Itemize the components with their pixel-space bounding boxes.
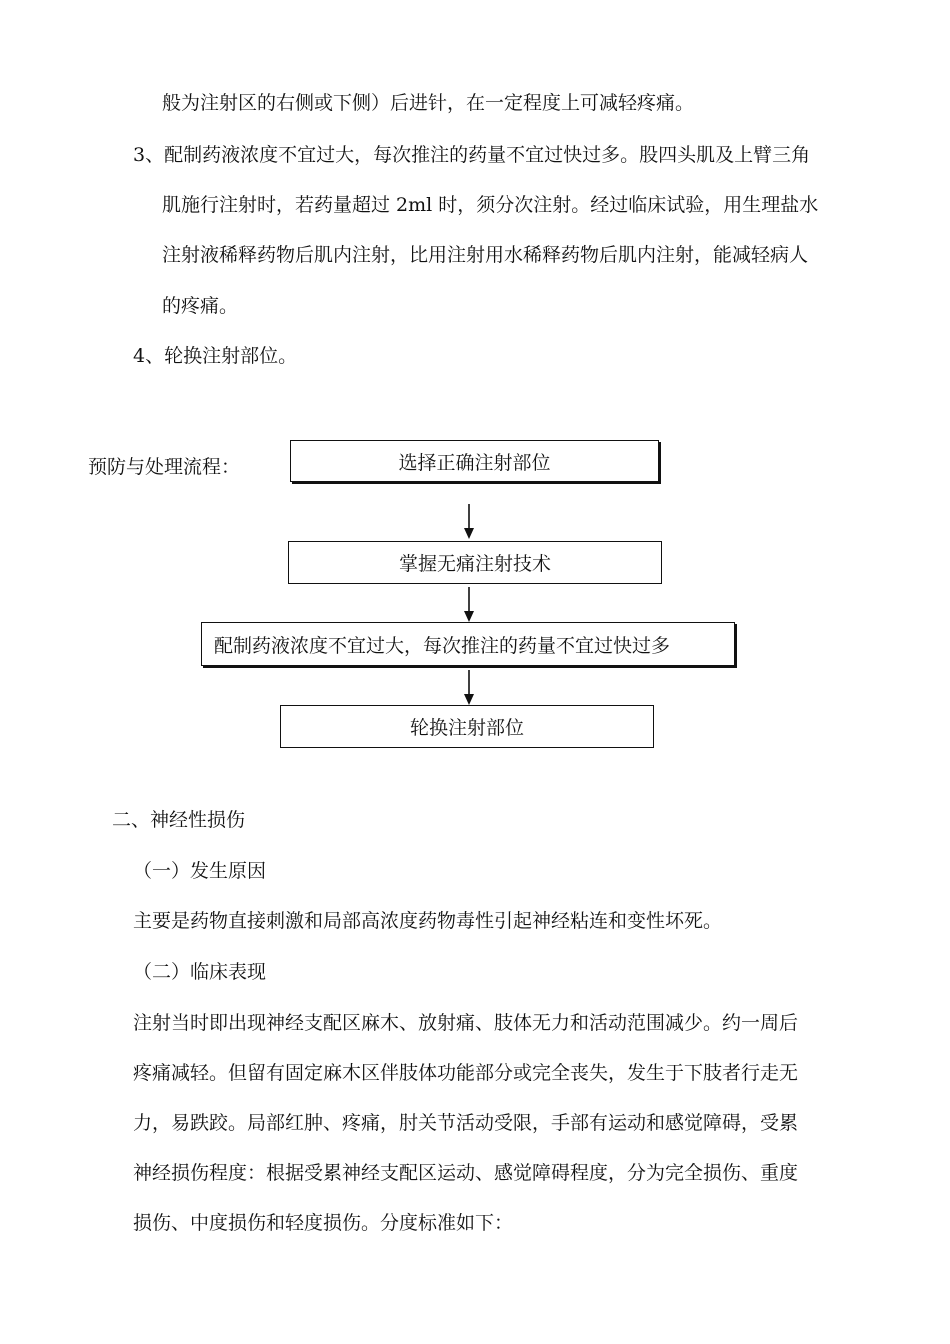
flow-step-4 xyxy=(280,705,654,748)
flow-step-3-text: 配制药液浓度不宜过大，每次推注的药量不宜过快过多 xyxy=(214,634,671,657)
flow-step-2-text: 掌握无痛注射技术 xyxy=(398,553,551,575)
paragraph-line: 般为注射区的右侧或下侧）后进针，在一定程度上可减轻疼痛。 xyxy=(162,92,695,114)
subsection-heading-1: （一）发生原因 xyxy=(133,860,267,882)
symptoms-line-4: 神经损伤程度：根据受累神经支配区运动、感觉障碍程度，分为完全损伤、重度 xyxy=(133,1162,799,1184)
flow-step-1-text: 选择正确注射部位 xyxy=(398,451,551,474)
flow-step-1 xyxy=(290,440,659,482)
item-3-line-1: 3、配制药液浓度不宜过大，每次推注的药量不宜过快过多。股四头肌及上臂三角 xyxy=(133,144,811,166)
flow-arrow-icon xyxy=(459,482,479,540)
symptoms-line-1: 注射当时即出现神经支配区麻木、放射痛、肢体无力和活动范围减少。约一周后 xyxy=(133,1012,799,1034)
symptoms-line-2: 疼痛减轻。但留有固定麻木区伴肢体功能部分或完全丧失，发生于下肢者行走无 xyxy=(133,1062,799,1084)
item-3-line-4: 的疼痛。 xyxy=(162,295,239,317)
flow-step-2 xyxy=(288,541,662,584)
flow-arrow-icon xyxy=(459,666,479,706)
flow-step-4-text: 轮换注射部位 xyxy=(409,717,524,739)
flow-step-3 xyxy=(201,622,735,666)
flow-arrow-icon xyxy=(459,584,479,623)
flow-label: 预防与处理流程： xyxy=(88,456,241,478)
section-heading: 二、神经性损伤 xyxy=(112,809,246,831)
symptoms-line-3: 力，易跌跤。局部红肿、疼痛，肘关节活动受限，手部有运动和感觉障碍，受累 xyxy=(133,1112,799,1134)
item-4: 4、轮换注射部位。 xyxy=(133,345,298,367)
cause-text: 主要是药物直接刺激和局部高浓度药物毒性引起神经粘连和变性坏死。 xyxy=(133,910,723,932)
subsection-heading-2: （二）临床表现 xyxy=(133,961,267,983)
symptoms-line-5: 损伤、中度损伤和轻度损伤。分度标准如下： xyxy=(133,1212,514,1234)
item-3-line-2: 肌施行注射时，若药量超过 2ml 时，须分次注射。经过临床试验，用生理盐水 xyxy=(162,194,819,216)
item-3-line-3: 注射液稀释药物后肌内注射，比用注射用水稀释药物后肌内注射，能减轻病人 xyxy=(162,244,809,266)
